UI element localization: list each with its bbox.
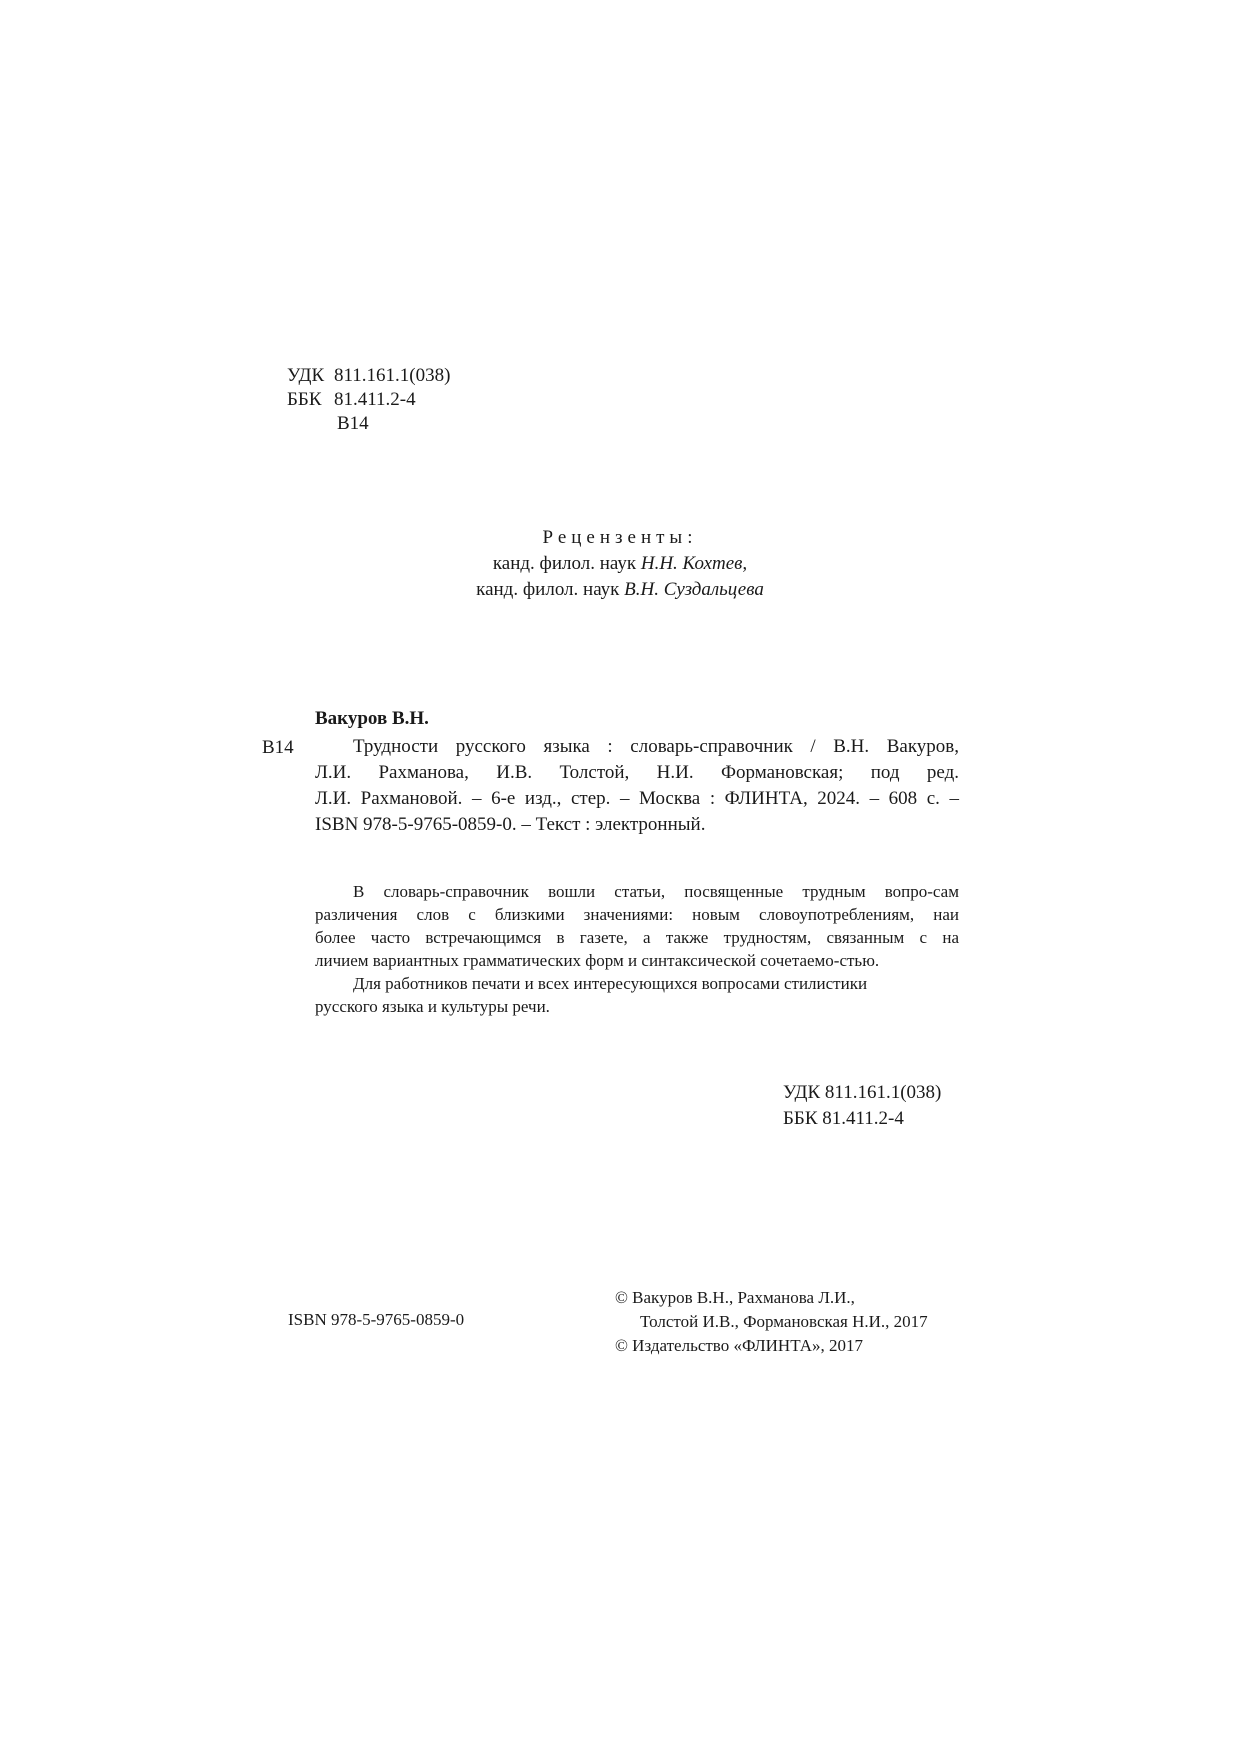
udk-value: 811.161.1(038) (334, 365, 451, 386)
annotation-line: Для работников печати и всех интересующихся вопросами стилистики (353, 974, 868, 993)
reviewer-degree: канд. филол. наук (476, 579, 625, 600)
reviewer-line (300, 551, 940, 577)
reviewers-block (300, 525, 940, 603)
copyright-publisher: © Издательство «ФЛИНТА», 2017 (615, 1336, 864, 1355)
annotation-line: личием вариантных грамматических форм и синтаксической сочетаемо-стью. (315, 951, 880, 970)
classification-block-top (287, 364, 450, 436)
record-line: Л.И. Рахманова, И.В. Толстой, Н.И. Формановская; под ред. (315, 762, 959, 783)
record-line: ISBN 978-5-9765-0859-0. – Текст : электронный. (315, 814, 706, 835)
record-author-code: В14 (262, 737, 294, 758)
reviewer-name: В.Н. Суздальцева (624, 579, 764, 600)
bbk-label: ББК (287, 389, 322, 410)
record-author-heading: Вакуров В.Н. (315, 708, 429, 729)
annotation-line: более часто встречающимся в газете, а также трудностям, связанным с на (315, 928, 959, 947)
udk-row (287, 364, 450, 388)
reviewer-line (300, 577, 940, 603)
bibliographic-record (315, 734, 959, 838)
reviewer-degree: канд. филол. наук (492, 553, 641, 574)
bbk-value: 81.411.2-4 (334, 389, 416, 410)
bbk-line: ББК 81.411.2-4 (783, 1108, 904, 1129)
reviewer-name: Н.Н. Кохтев, (640, 553, 748, 574)
reviewers-heading: Рецензенты: (542, 527, 698, 548)
author-code: В14 (337, 413, 369, 434)
record-line: Л.И. Рахмановой. – 6-е изд., стер. – Москва : ФЛИНТА, 2024. – 608 с. – (315, 788, 959, 809)
copyright-block (615, 1286, 960, 1358)
copyright-authors: © Вакуров В.Н., Рахманова Л.И., (615, 1288, 855, 1307)
annotation-block (315, 880, 959, 1018)
udk-line: УДК 811.161.1(038) (783, 1082, 942, 1103)
udk-label: УДК (287, 365, 325, 386)
annotation-line: различения слов с близкими значениями: новым словоупотреблениям, наи (315, 905, 959, 924)
copyright-authors-cont: Толстой И.В., Формановская Н.И., 2017 (640, 1312, 928, 1331)
record-line: Трудности русского языка : словарь-справочник / В.Н. Вакуров, (353, 736, 959, 757)
bbk-row (287, 388, 450, 412)
annotation-line: русского языка и культуры речи. (315, 997, 550, 1016)
classification-block-bottom (783, 1080, 941, 1132)
isbn-line: ISBN 978-5-9765-0859-0 (288, 1310, 465, 1329)
annotation-line: В словарь-справочник вошли статьи, посвященные трудным вопро-сам (353, 882, 959, 901)
